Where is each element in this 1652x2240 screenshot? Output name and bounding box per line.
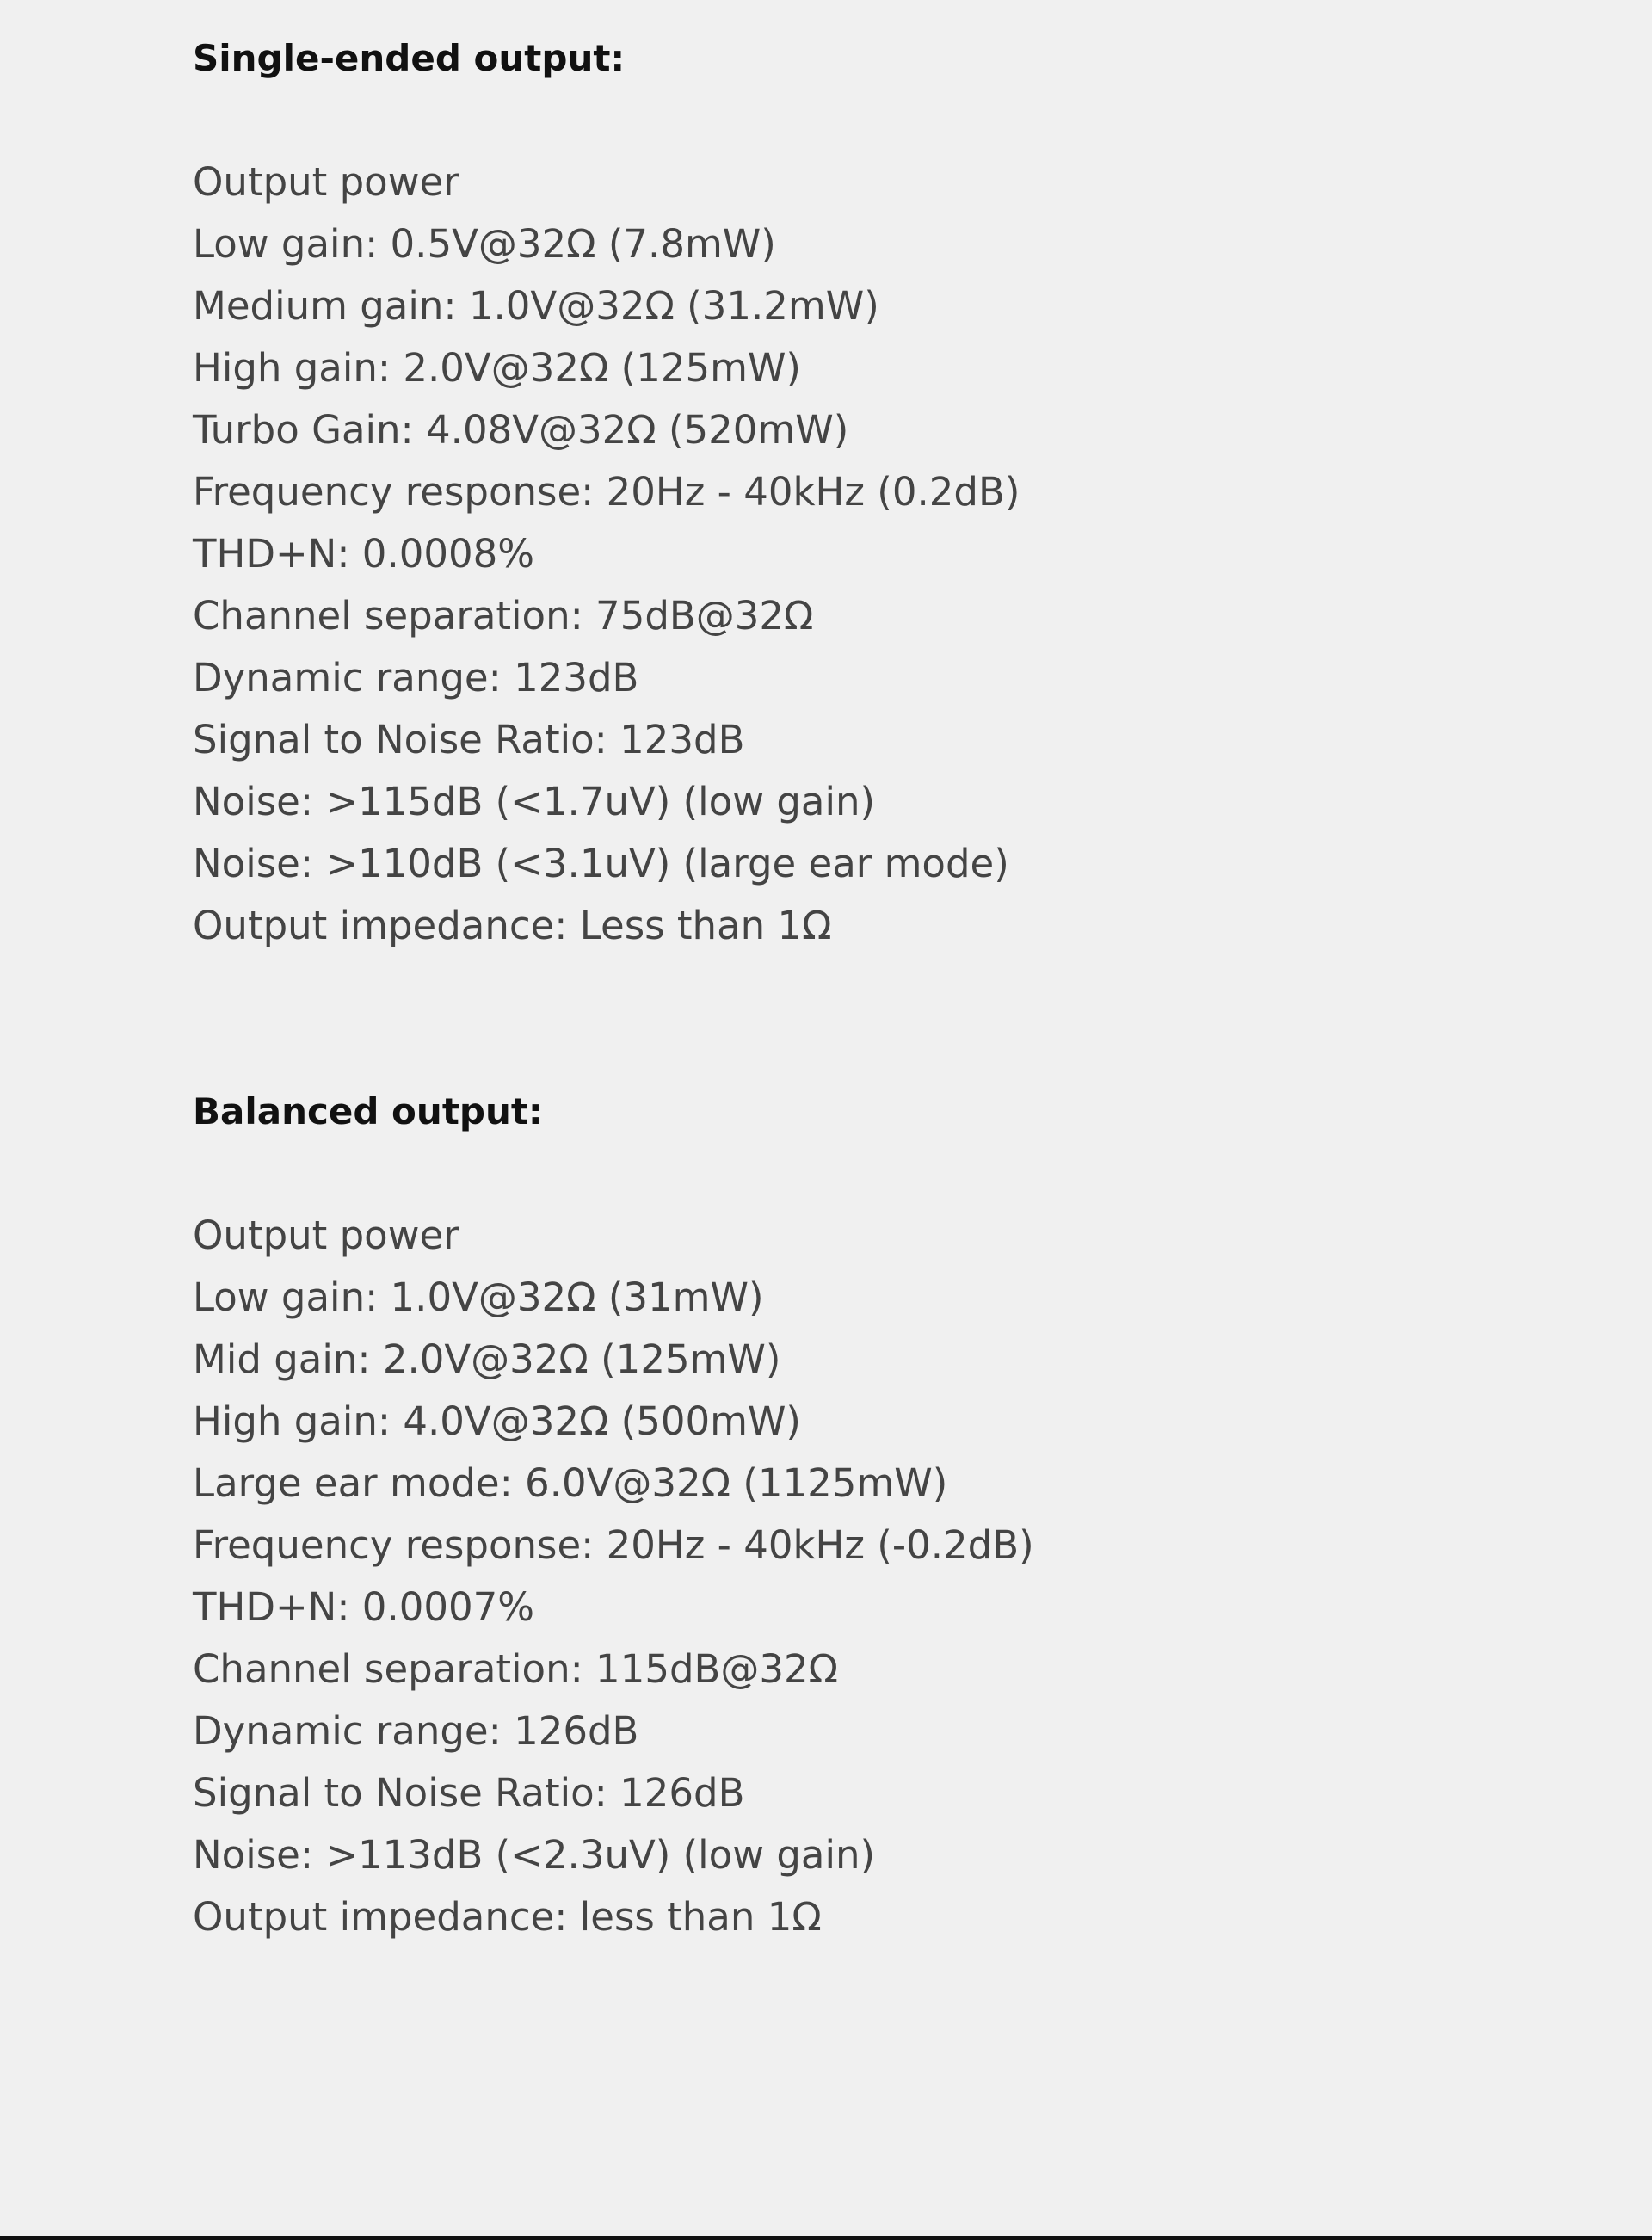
spec-line: Low gain: 1.0V@32Ω (31mW) (193, 1274, 764, 1320)
spec-line: Output power (193, 1213, 459, 1258)
spec-line: Medium gain: 1.0V@32Ω (31.2mW) (193, 283, 879, 329)
balanced-title: Balanced output: (193, 1090, 543, 1132)
single-ended-title: Single-ended output: (193, 37, 626, 79)
spec-line: Noise: >110dB (<3.1uV) (large ear mode) (193, 841, 1009, 886)
spec-line: High gain: 2.0V@32Ω (125mW) (193, 345, 801, 391)
spec-line: Frequency response: 20Hz - 40kHz (0.2dB) (193, 469, 1020, 515)
spec-line: Low gain: 0.5V@32Ω (7.8mW) (193, 221, 776, 267)
balanced-section (193, 1081, 543, 1143)
single-ended-spec-list (193, 151, 1020, 957)
spec-line: Output impedance: Less than 1Ω (193, 903, 832, 948)
spec-line: Frequency response: 20Hz - 40kHz (-0.2dB) (193, 1522, 1034, 1568)
balanced-spec-list (193, 1205, 1034, 1948)
single-ended-section (193, 28, 625, 89)
spec-line: High gain: 4.0V@32Ω (500mW) (193, 1398, 801, 1444)
bottom-divider (0, 2236, 1652, 2240)
spec-line: Signal to Noise Ratio: 123dB (193, 717, 745, 762)
spec-line: Dynamic range: 123dB (193, 655, 639, 700)
spec-line: Noise: >115dB (<1.7uV) (low gain) (193, 779, 876, 824)
spec-line: Noise: >113dB (<2.3uV) (low gain) (193, 1832, 876, 1878)
spec-line: Channel separation: 75dB@32Ω (193, 593, 814, 639)
spec-line: Turbo Gain: 4.08V@32Ω (520mW) (193, 407, 849, 453)
spec-line: THD+N: 0.0008% (193, 531, 535, 577)
spec-line: Output impedance: less than 1Ω (193, 1894, 822, 1940)
spec-line: Large ear mode: 6.0V@32Ω (1125mW) (193, 1460, 948, 1506)
spec-line: THD+N: 0.0007% (193, 1584, 535, 1630)
spec-line: Signal to Noise Ratio: 126dB (193, 1770, 745, 1816)
spec-line: Output power (193, 159, 459, 205)
spec-line: Channel separation: 115dB@32Ω (193, 1646, 839, 1692)
spec-line: Mid gain: 2.0V@32Ω (125mW) (193, 1336, 781, 1382)
spec-line: Dynamic range: 126dB (193, 1708, 639, 1754)
